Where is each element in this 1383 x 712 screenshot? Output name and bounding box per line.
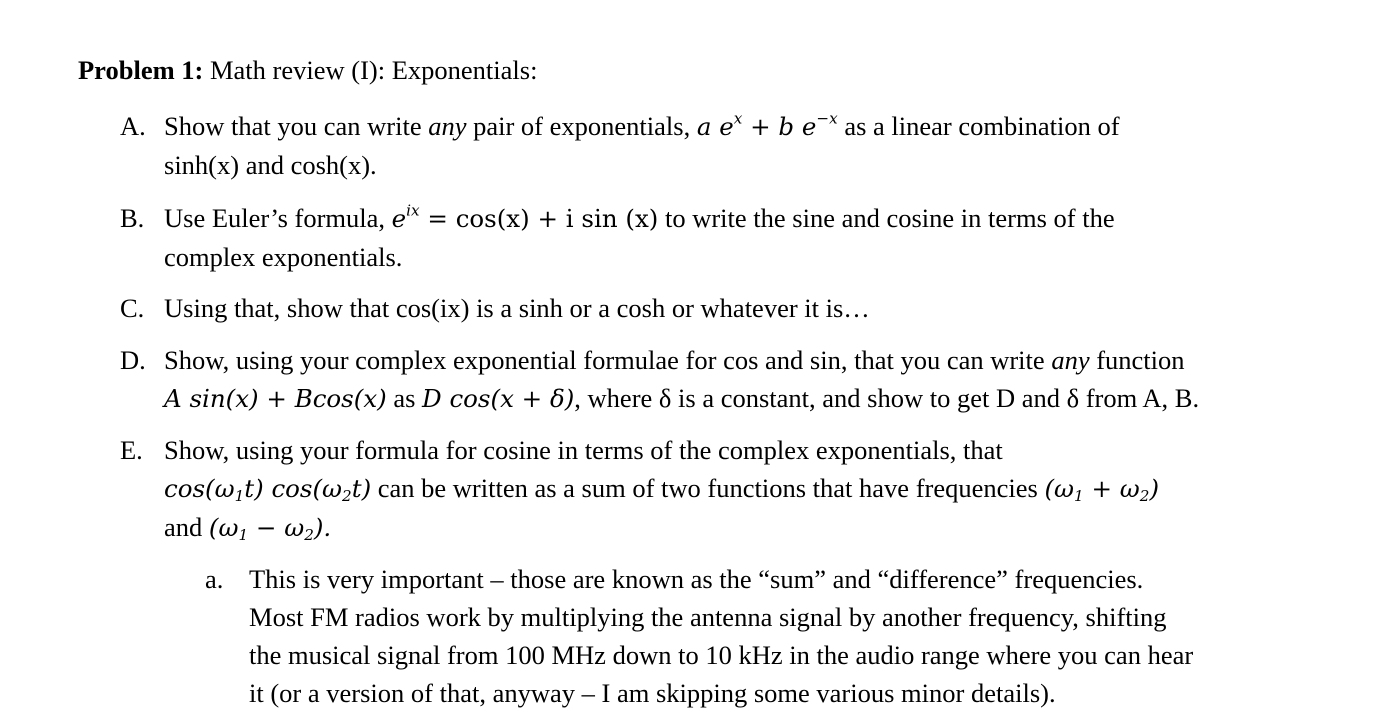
math-expression (391, 201, 659, 233)
item-a (120, 107, 1120, 184)
item-b-line-2: complex exponentials. (164, 242, 403, 272)
item-c (120, 289, 870, 327)
text: Use Euler’s formula, (164, 203, 392, 233)
item-c-line-1: Using that, show that cos(ix) is a sinh or a cosh or whatever it is… (164, 293, 870, 323)
math: t) cos(ω (244, 474, 343, 503)
subitem-label: a. (205, 564, 224, 594)
math: t) (351, 474, 372, 503)
math-subscript: 2 (1139, 486, 1150, 505)
text: , where δ is a constant, and show to get D and δ from A, B. (574, 383, 1200, 413)
math: cos(ω (164, 474, 235, 503)
math: ). (313, 513, 332, 542)
subitem-line-3: the musical signal from 100 MHz down to 10 kHz in the audio range where you can hear (249, 640, 1194, 670)
text: and (164, 512, 209, 542)
text: as (386, 383, 423, 413)
item-b-line-1 (164, 199, 1115, 238)
emphasis: any (1051, 345, 1090, 375)
item-d-line-1 (164, 341, 1199, 379)
text: Show that you can write (164, 111, 429, 141)
item-label: B. (120, 203, 145, 233)
math: + ω (1083, 474, 1140, 503)
item-e-line-3 (164, 508, 1159, 547)
math-expression (696, 109, 838, 141)
item-a-line-2: sinh(x) and cosh(x). (164, 150, 377, 180)
item-label: A. (120, 111, 146, 141)
text: to write the sine and cosine in terms of the (658, 203, 1115, 233)
text: can be written as a sum of two functions that have frequencies (371, 473, 1045, 503)
text: Show, using your complex exponential formulae for cos and sin, that you can write (164, 345, 1052, 375)
math-exponent: ix (406, 201, 420, 220)
math: − ω (248, 513, 305, 542)
math: (ω (208, 513, 239, 542)
item-e-line-2 (164, 469, 1159, 508)
math: ) (1149, 474, 1159, 503)
item-label: D. (120, 345, 146, 375)
math-expression (1044, 474, 1159, 503)
math-exponent: −x (816, 109, 838, 128)
problem-heading (78, 55, 537, 86)
math-subscript: 2 (304, 525, 314, 544)
math-subscript: 1 (1074, 486, 1084, 505)
math: D cos(x + δ) (422, 384, 575, 413)
math-expression (164, 474, 371, 503)
subitem-line-4: it (or a version of that, anyway – I am skipping some various minor details). (249, 678, 1056, 708)
subitem-a (205, 560, 1193, 712)
math: a e (696, 112, 734, 141)
text: pair of exponentials, (466, 111, 697, 141)
item-label: C. (120, 293, 145, 323)
math-subscript: 1 (238, 525, 249, 544)
problem-number: Problem 1: (78, 55, 204, 85)
text: as a linear combination of (837, 111, 1120, 141)
item-e (120, 431, 1159, 547)
item-d (120, 341, 1199, 418)
subitem-line-2: Most FM radios work by multiplying the antenna signal by another frequency, shifting (249, 602, 1167, 632)
math: (ω (1044, 474, 1074, 503)
item-e-line-1: Show, using your formula for cosine in terms of the complex exponentials, that (164, 435, 1003, 465)
item-a-line-1 (164, 107, 1120, 146)
math: e (391, 204, 407, 233)
math-exponent: x (733, 109, 743, 128)
math: + b e (742, 112, 817, 141)
text: function (1089, 345, 1185, 375)
math-expression (209, 513, 331, 542)
problem-title: Math review (I): Exponentials: (203, 55, 538, 85)
emphasis: any (428, 111, 467, 141)
item-label: E. (120, 435, 143, 465)
item-b (120, 199, 1115, 276)
item-d-line-2 (164, 379, 1199, 418)
math: = cos(x) + i sin (x) (419, 204, 659, 233)
subitem-line-1: This is very important – those are known as the “sum” and “difference” frequencies. (249, 564, 1144, 594)
math: A sin(x) + Bcos(x) (164, 384, 387, 413)
math-subscript: 1 (234, 486, 245, 505)
math-subscript: 2 (342, 486, 352, 505)
